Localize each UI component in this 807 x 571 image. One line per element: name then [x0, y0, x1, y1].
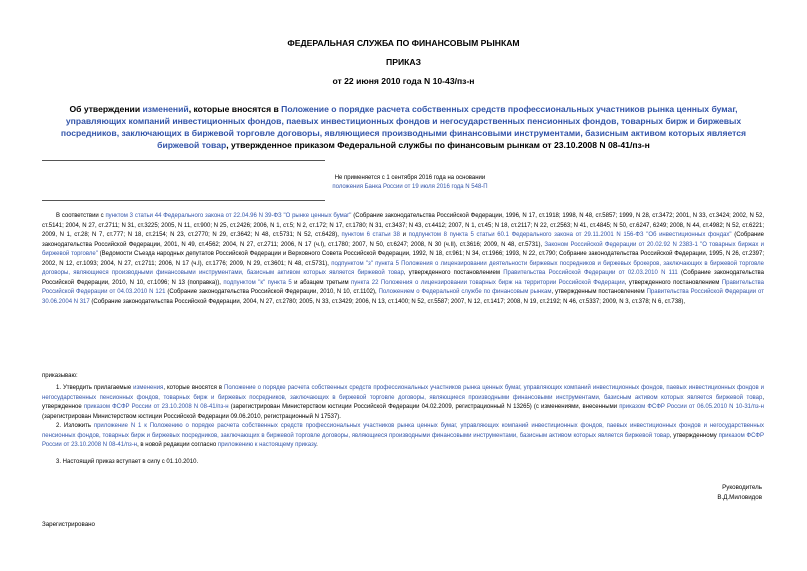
- registered-label: Зарегистрировано: [42, 521, 95, 528]
- preamble-link[interactable]: подпунктом 8 пункта 5 статьи 60.1 Федерального закона от 29.11.2001 N 156-ФЗ "Об инвестиционных фондах": [408, 232, 732, 238]
- item1-link[interactable]: Положение о порядке расчета собственных средств профессиональных участников рынка ценных бумаг, управляющих компаний инвестиционных фондов, паевых инвестиционных фондов и негосударственных пенсионных фондов, товарных бирж и биржевых посредников, заключающих в биржевой торговле договоры, являющиеся производными финансовыми инструментами, базисным активом которых является биржевой товар: [42, 385, 764, 401]
- signatory-role: Руководитель: [722, 484, 762, 491]
- preamble-link[interactable]: Правительства Российской Федерации от 04.03.2010 N 121: [42, 279, 764, 295]
- order-word: приказываю:: [42, 373, 78, 379]
- preamble-paragraph: В соответствии с пунктом 3 статьи 44 Федерального закона от 22.04.96 N 39-ФЗ "О рынке ценных бумаг" (Собрание законодательства Российской Федерации, 1996, N 17, ст.1918; 1998, N 48, ст.5857; 1999, N 28, ст.3472; 2001, N 33, ст.3424; 2002, N 52, ст.5141; 2004, N 27, ст.2711; N 31, ст.3225; 2005, N 11, ст.900; N 25, ст.2426; 2006, N 1, ст.5; N 2, ст.172; N 17, ст.1780; N 31, ст.3437; N 43, ст.4412; 2007, N 1, ст.45; N 18, ст.2117; N 22, ст.2563; N 41, ст.4845; N 50, ст.6247, 6249; 2008, N 44, ст.4982; N 52, ст.6221; 2009, N 1, ст.28; N 7, ст.777; N 18, ст.2154; N 23, ст.2770; N 29, ст.3642; N 48, ст.5731; N 52, ст.6428), пунктом 6 статьи 38 и подпунктом 8 пункта 5 статьи 60.1 Федерального закона от 29.11.2001 N 156-ФЗ "Об инвестиционных фондах" (Собрание законодательства Российской Федерации, 2001, N 49, ст.4562; 2004, N 27, ст.2711; 2006, N 17 (ч.I), ст.1780; 2007, N 50, ст.6247; 2008, N 30 (ч.II), ст.3616; 2009, N 48, ст.5731), Законом Российской Федерации от 20.02.92 N 2383-1 "О товарных биржах и биржевой торговле" (Ведомости Съезда народных депутатов Российской Федерации и Верховного Совета Российской Федерации, 1992, N 18, ст.961; N 34, ст.1966; 1993, N 22, ст.790; Собрание законодательства Российской Федерации, 1995, N 26, ст.2397; 2002, N 12, ст.1093; 2004, N 27, ст.2711; 2006, N 17 (ч.I), ст.1776; 2009, N 29, ст.3601; N 48, ст.5731), подпунктом "з" пункта 5 Положения о лицензировании деятельности биржевых посредников и биржевых брокеров, заключающих в биржевой торговле договоры, являющиеся производными финансовыми инструментами, базисным активом которых является биржевой товар, утвержденного постановлением Правительства Российской Федерации от 02.03.2010 N 111 (Собрание законодательства Российской Федерации, 2010, N 10, ст.1096; N 13 (поправка)), подпунктом "к" пункта 5 и абзацем третьим пункта 22 Положения о лицензировании товарных бирж на территории Российской Федерации, утвержденного постановлением Правительства Российской Федерации от 04.03.2010 N 121 (Собрание законодательства Российской Федерации, 2010, N 10, ст.1102), Положением о Федеральной службе по финансовым рынкам, утвержденным постановлением Правительства Российской Федерации от 30.06.2004 N 317 (Собрание законодательства Российской Федерации, 2004, N 27, ст.2780; 2005, N 33, ст.3429; 2006, N 13, ст.1400; N 52, ст.5587; 2007, N 12, ст.1417; 2008, N 19, ст.2192; N 46, ст.5337; 2009, N 3, ст.378; N 6, ст.738),: [42, 213, 765, 305]
- preamble-link[interactable]: пунктом 6 статьи 38: [341, 232, 400, 238]
- separator-rule: [42, 200, 325, 201]
- title-link-amendments[interactable]: изменений: [142, 104, 189, 114]
- item2-link[interactable]: приложение N 1 к Положению о порядке расчета собственных средств профессиональных участников рынка ценных бумаг, управляющих компаний инвестиционных фондов, паевых инвестиционных фондов и негосударственных пенсионных фондов, товарных бирж и биржевых посредников, заключающих в биржевой торговле договоры, являющиеся производными финансовыми инструментами, базисным активом которых является биржевой товар: [42, 423, 764, 439]
- document-title: Об утверждении изменений, которые вносятся в Положение о порядке расчета собственных средств профессиональных участников рынка ценных бумаг, управляющих компаний инвестиционных фондов, паевых инвестиционных фондов и негосударственных пенсионных фондов, товарных бирж и биржевых посредников, заключающих в биржевой торговле договоры, являющиеся производными финансовыми инструментами, базисным активом которых является биржевой товар, утвержденное приказом Федеральной службы по финансовым рынкам от 23.10.2008 N 08-41/пз-н: [60, 104, 747, 150]
- preamble-link[interactable]: Правительства Российской Федерации от 02.03.2010 N 111: [503, 270, 678, 276]
- note-link-bank-regulation[interactable]: положения Банка России от 19 июля 2016 года N 548-П: [332, 183, 488, 190]
- preamble-link[interactable]: Законом Российской Федерации от 20.02.92 N 2383-1 "О товарных биржах и биржевой торговле": [42, 241, 764, 257]
- order-item-3: 3. Настоящий приказ вступает в силу с 01.10.2010.: [56, 459, 199, 465]
- preamble-link[interactable]: пункта 22 Положения о лицензировании товарных бирж на территории Российской Федерации: [351, 279, 625, 286]
- order-item-2: 2. Изложить приложение N 1 к Положению о порядке расчета собственных средств профессиональных участников рынка ценных бумаг, управляющих компаний инвестиционных фондов, паевых инвестиционных фондов и негосударственных пенсионных фондов, товарных бирж и биржевых посредников, заключающих в биржевой торговле договоры, являющиеся производными финансовыми инструментами, базисным активом которых является биржевой товар, утвержденному приказом ФСФР России от 23.10.2008 N 08-41/пз-н, в новой редакции согласно приложению к настоящему приказу.: [42, 423, 764, 448]
- item1-link[interactable]: приказом ФСФР России от 06.05.2010 N 10-31/пз-н: [619, 404, 764, 410]
- doc-date-number: от 22 июня 2010 года N 10-43/пз-н: [332, 76, 475, 86]
- item2-link[interactable]: приказом ФСФР России от 23.10.2008 N 08-41/пз-н: [42, 432, 764, 448]
- agency-heading: ФЕДЕРАЛЬНАЯ СЛУЖБА ПО ФИНАНСОВЫМ РЫНКАМ: [287, 38, 520, 48]
- preamble-link[interactable]: подпунктом "к" пункта 5: [223, 279, 292, 286]
- item2-link[interactable]: приложению к настоящему приказу: [217, 442, 317, 448]
- item1-link[interactable]: приказом ФСФР России от 23.10.2008 N 08-41/пз-н: [83, 404, 229, 410]
- signatory-name: В.Д.Миловидов: [717, 494, 762, 501]
- item1-link[interactable]: изменения: [133, 385, 164, 391]
- preamble-link[interactable]: пунктом 3 статьи 44 Федерального закона от 22.04.96 N 39-ФЗ "О рынке ценных бумаг": [105, 213, 352, 219]
- preamble-link[interactable]: Правительства Российской Федерации от 30.06.2004 N 317: [42, 289, 764, 305]
- title-link-regulation[interactable]: Положение о порядке расчета собственных средств профессиональных участников рынка ценных бумаг, управляющих компаний инвестиционных фондов, паевых инвестиционных фондов и негосударственных пенсионных фондов, товарных бирж и биржевых посредников, заключающих в биржевой торговле договоры, являющиеся производными финансовыми инструментами, базисным активом которых является биржевой товар: [60, 104, 747, 150]
- signature-block: [562, 483, 762, 503]
- preamble-link[interactable]: подпунктом "з" пункта 5 Положения о лицензировании деятельности биржевых посредников и биржевых брокеров, заключающих в биржевой торговле договоры, являющиеся производными финансовыми инструментами, базисным активом которых является биржевой товар: [42, 260, 764, 276]
- preamble-link[interactable]: Положением о Федеральной службе по финансовым рынкам: [378, 289, 552, 295]
- applicability-note: Не применяется с 1 сентября 2016 года на основании положения Банка России от 19 июля 2016 года N 548-П: [260, 174, 560, 191]
- order-item-1: 1. Утвердить прилагаемые изменения, которые вносятся в Положение о порядке расчета собственных средств профессиональных участников рынка ценных бумаг, управляющих компаний инвестиционных фондов, паевых инвестиционных фондов и негосударственных пенсионных фондов, товарных бирж и биржевых посредников, заключающих в биржевой торговле договоры, являющиеся производными финансовыми инструментами, базисным активом которых является биржевой товар, утвержденное приказом ФСФР России от 23.10.2008 N 08-41/пз-н (зарегистрирован Министерством юстиции Российской Федерации 04.02.2009, регистрационный N 13265) (с изменениями, внесенными приказом ФСФР России от 06.05.2010 N 10-31/пз-н (зарегистрирован Министерством юстиции Российской Федерации 09.06.2010, регистрационный N 17537).: [42, 385, 764, 420]
- separator-rule: [42, 160, 325, 161]
- doc-type-heading: ПРИКАЗ: [386, 57, 421, 67]
